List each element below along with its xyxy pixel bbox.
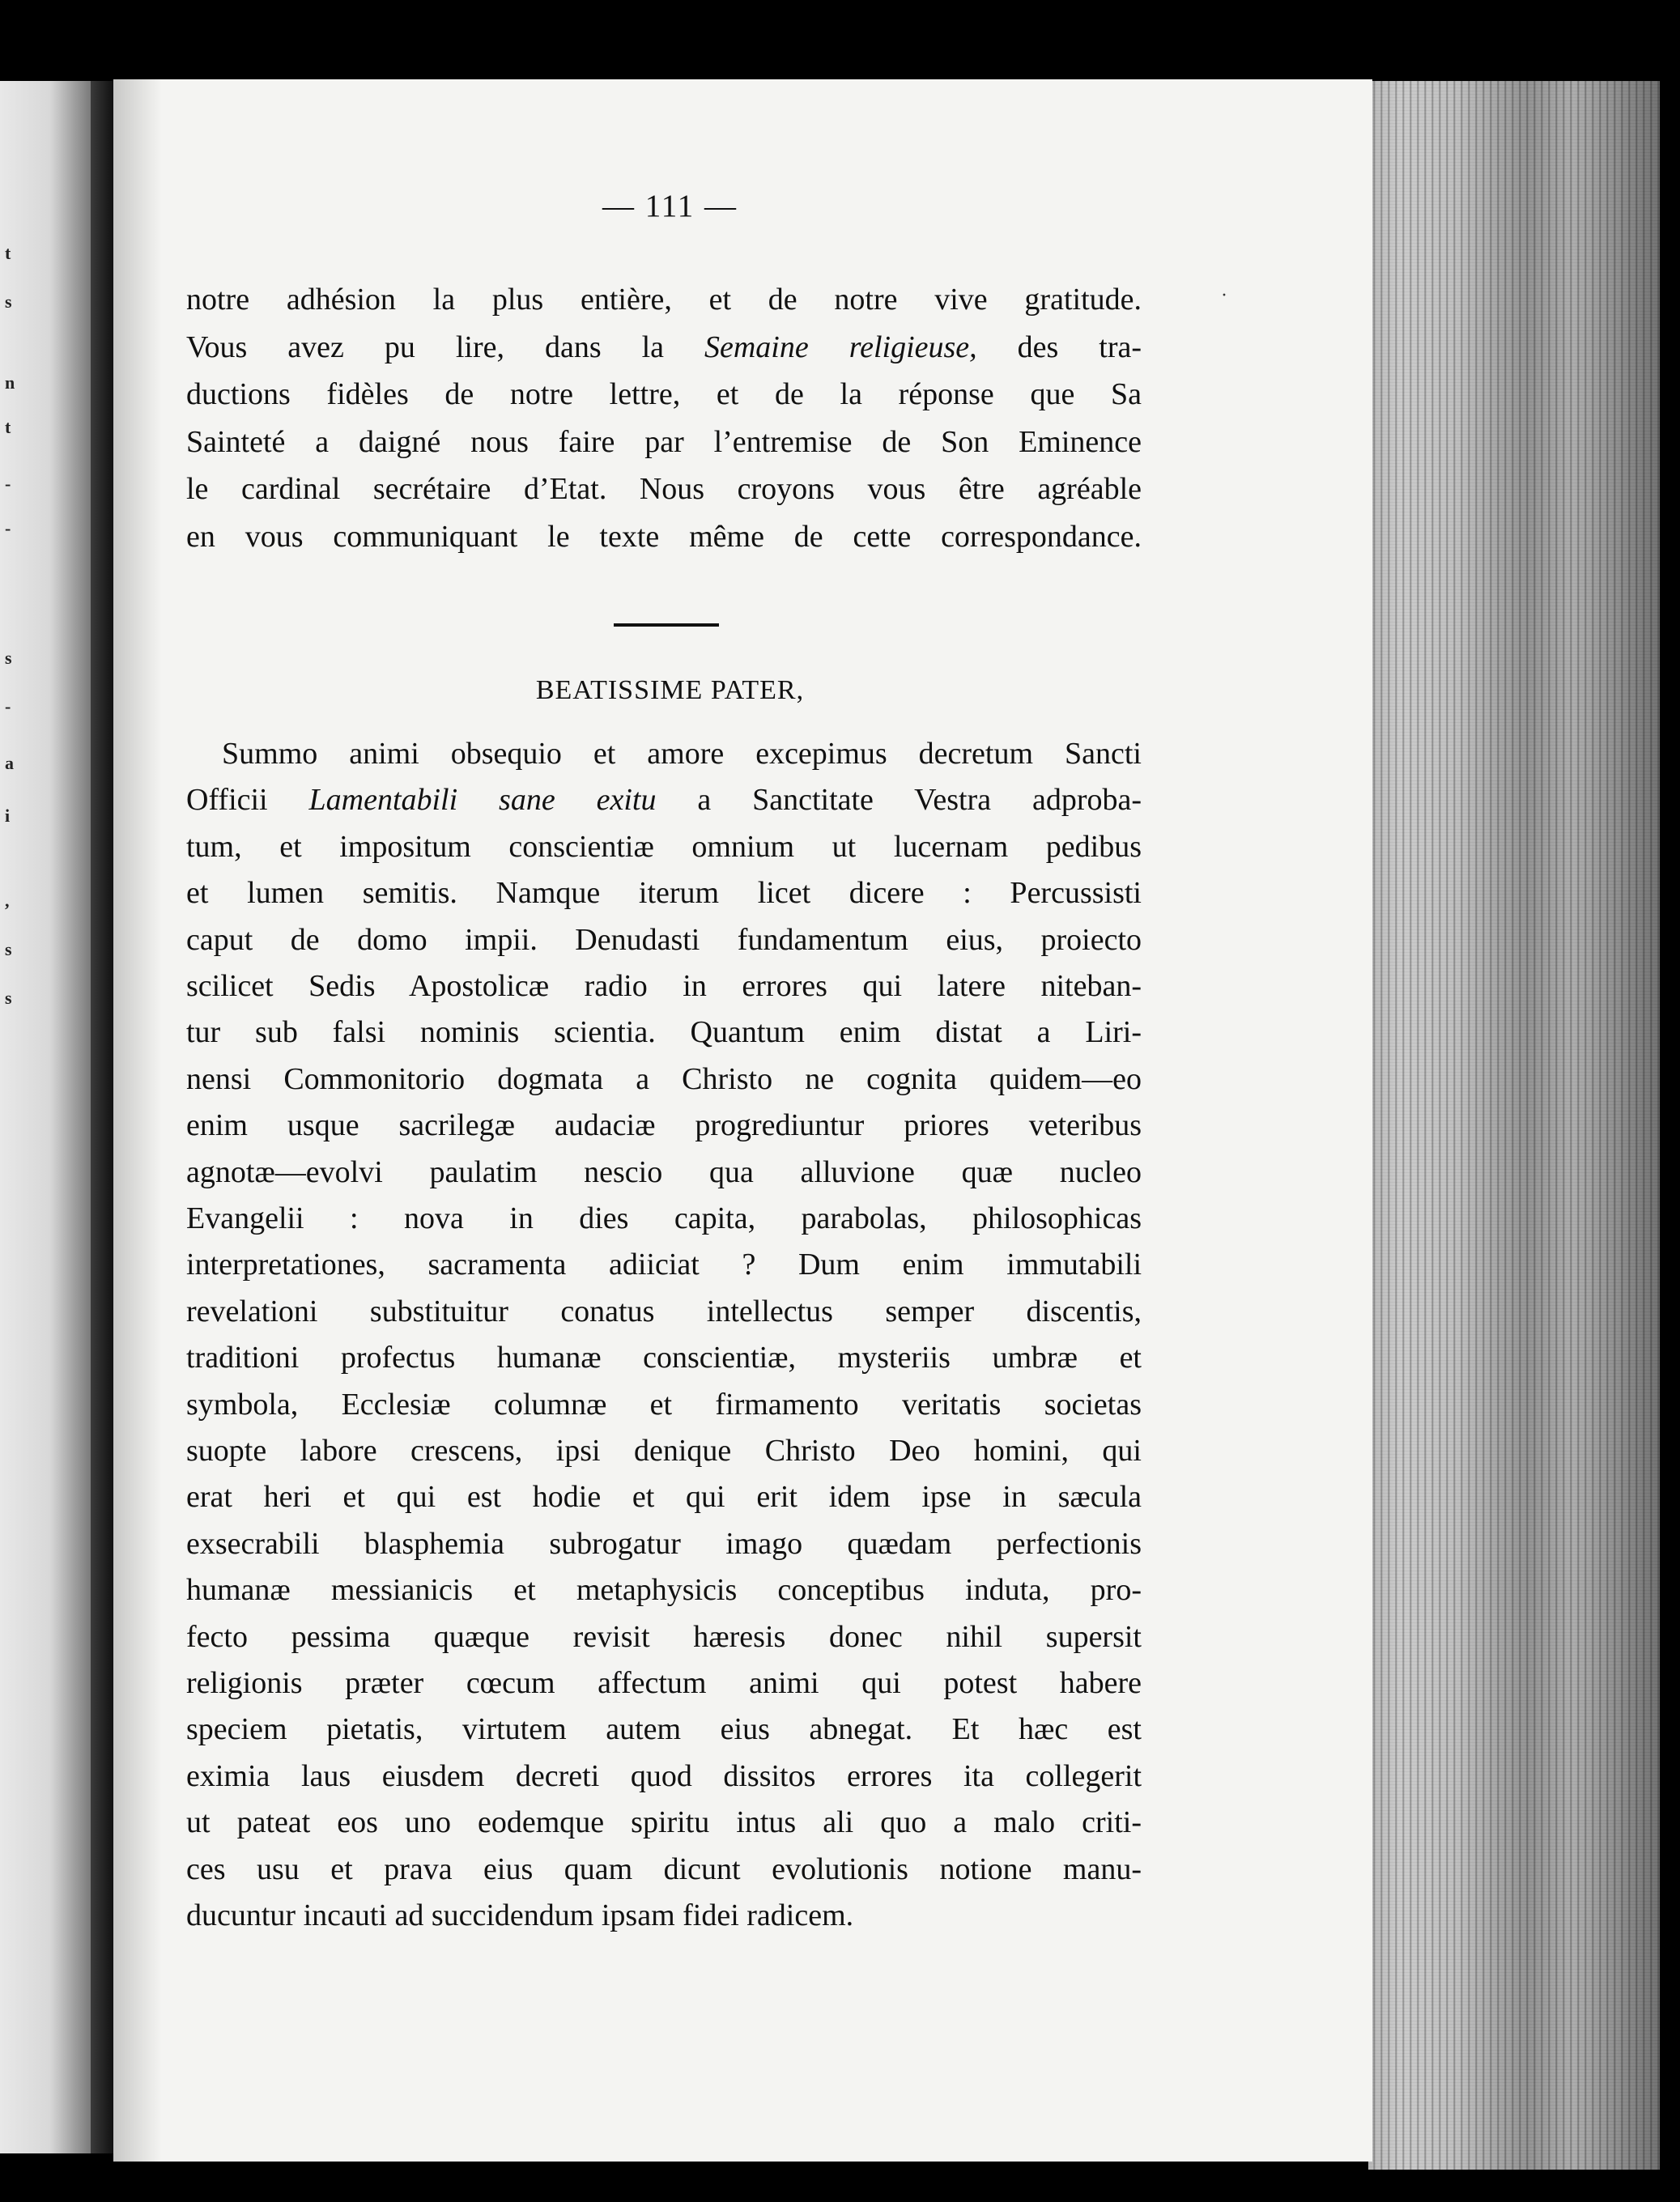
margin-fragment: t	[5, 417, 11, 437]
margin-fragment: a	[5, 753, 14, 773]
margin-fragment: i	[5, 806, 11, 826]
section-divider-rule	[614, 623, 719, 627]
text-line: nensi Commonitorio dogmata a Christo ne cognita quidem—eo	[186, 1061, 1142, 1096]
page-edges-shadow	[1368, 81, 1401, 2170]
text-line: revelationi substituitur conatus intellectus semper discentis,	[186, 1294, 1142, 1328]
text-line: notre adhésion la plus entière, et de notre vive gratitude.	[186, 283, 1142, 317]
text-line: Vous avez pu lire, dans la Semaine religieuse, des tra-	[186, 329, 1142, 364]
text-line: speciem pietatis, virtutem autem eius abnegat. Et hæc est	[186, 1712, 1142, 1747]
text-line: ut pateat eos uno eodemque spiritu intus ali quo a malo criti-	[186, 1805, 1142, 1840]
margin-fragment: t	[5, 243, 11, 263]
margin-fragment: s	[5, 291, 12, 312]
text-line: eximia laus eiusdem decreti quod dissitos errores ita collegerit	[186, 1758, 1142, 1793]
text-line: suopte labore crescens, ipsi denique Christo Deo homini, qui	[186, 1434, 1142, 1468]
margin-fragment: -	[5, 474, 11, 494]
text-line: enim usque sacrilegæ audaciæ progrediuntur priores veteribus	[186, 1108, 1142, 1143]
book-page-edges	[1368, 81, 1660, 2170]
margin-fragment: n	[5, 372, 15, 393]
text-line: fecto pessima quæque revisit hæresis donec nihil supersit	[186, 1619, 1142, 1654]
text-line: caput de domo impii. Denudasti fundamentum eius, proiecto	[186, 922, 1142, 957]
text-line: en vous communiquant le texte même de cette correspondance.	[186, 519, 1142, 554]
text-line: ductions fidèles de notre lettre, et de la réponse que Sa	[186, 377, 1142, 411]
text-line: traditioni profectus humanæ conscientiæ, mysteriis umbræ et	[186, 1341, 1142, 1375]
text-line: ducuntur incauti ad succidendum ipsam fidei radicem.	[186, 1898, 854, 1932]
text-line: ces usu et prava eius quam dicunt evolutionis notione manu-	[186, 1851, 1142, 1886]
text-line: Summo animi obsequio et amore excepimus decretum Sancti	[222, 737, 1142, 771]
text-line: symbola, Ecclesiæ columnæ et firmamento veritatis societas	[186, 1387, 1142, 1422]
text-line: erat heri et qui est hodie et qui erit idem ipse in sæcula	[186, 1480, 1142, 1515]
margin-fragment: -	[5, 696, 11, 716]
text-line: agnotæ—evolvi paulatim nescio qua alluvione quæ nucleo	[186, 1154, 1142, 1189]
text-line: humanæ messianicis et metaphysicis conceptibus induta, pro-	[186, 1573, 1142, 1608]
text-line: scilicet Sedis Apostolicæ radio in errores qui latere niteban-	[186, 969, 1142, 1003]
text-line: Sainteté a daigné nous faire par l’entremise de Son Eminence	[186, 424, 1142, 459]
margin-fragment: s	[5, 939, 12, 959]
text-line: exsecrabili blasphemia subrogatur imago quædam perfectionis	[186, 1526, 1142, 1561]
margin-fragment: ,	[5, 891, 10, 911]
page-gutter-shadow	[113, 79, 162, 2162]
text-line: religionis præter cœcum affectum animi qui potest habere	[186, 1666, 1142, 1700]
text-line: Officii Lamentabili sane exitu a Sanctitate Vestra adproba-	[186, 783, 1142, 818]
text-line: tur sub falsi nominis scientia. Quantum enim distat a Liri-	[186, 1015, 1142, 1050]
text-line: Evangelii : nova in dies capita, parabolas, philosophicas	[186, 1201, 1142, 1235]
text-line: tum, et impositum conscientiæ omnium ut lucernam pedibus	[186, 829, 1142, 864]
margin-fragment: -	[5, 518, 11, 538]
page-number: — 111 —	[602, 189, 738, 223]
text-line: et lumen semitis. Namque iterum licet dicere : Percussisti	[186, 876, 1142, 911]
margin-fragment: s	[5, 988, 12, 1008]
letter-salutation-heading: BEATISSIME PATER,	[535, 675, 805, 705]
margin-fragment: s	[5, 648, 12, 668]
text-line: le cardinal secrétaire d’Etat. Nous croyons vous être agréable	[186, 472, 1142, 506]
book-gutter	[91, 81, 113, 2153]
text-line: interpretationes, sacramenta adiiciat ? Dum enim immutabili	[186, 1248, 1142, 1282]
stray-mark: ·	[1221, 285, 1227, 306]
